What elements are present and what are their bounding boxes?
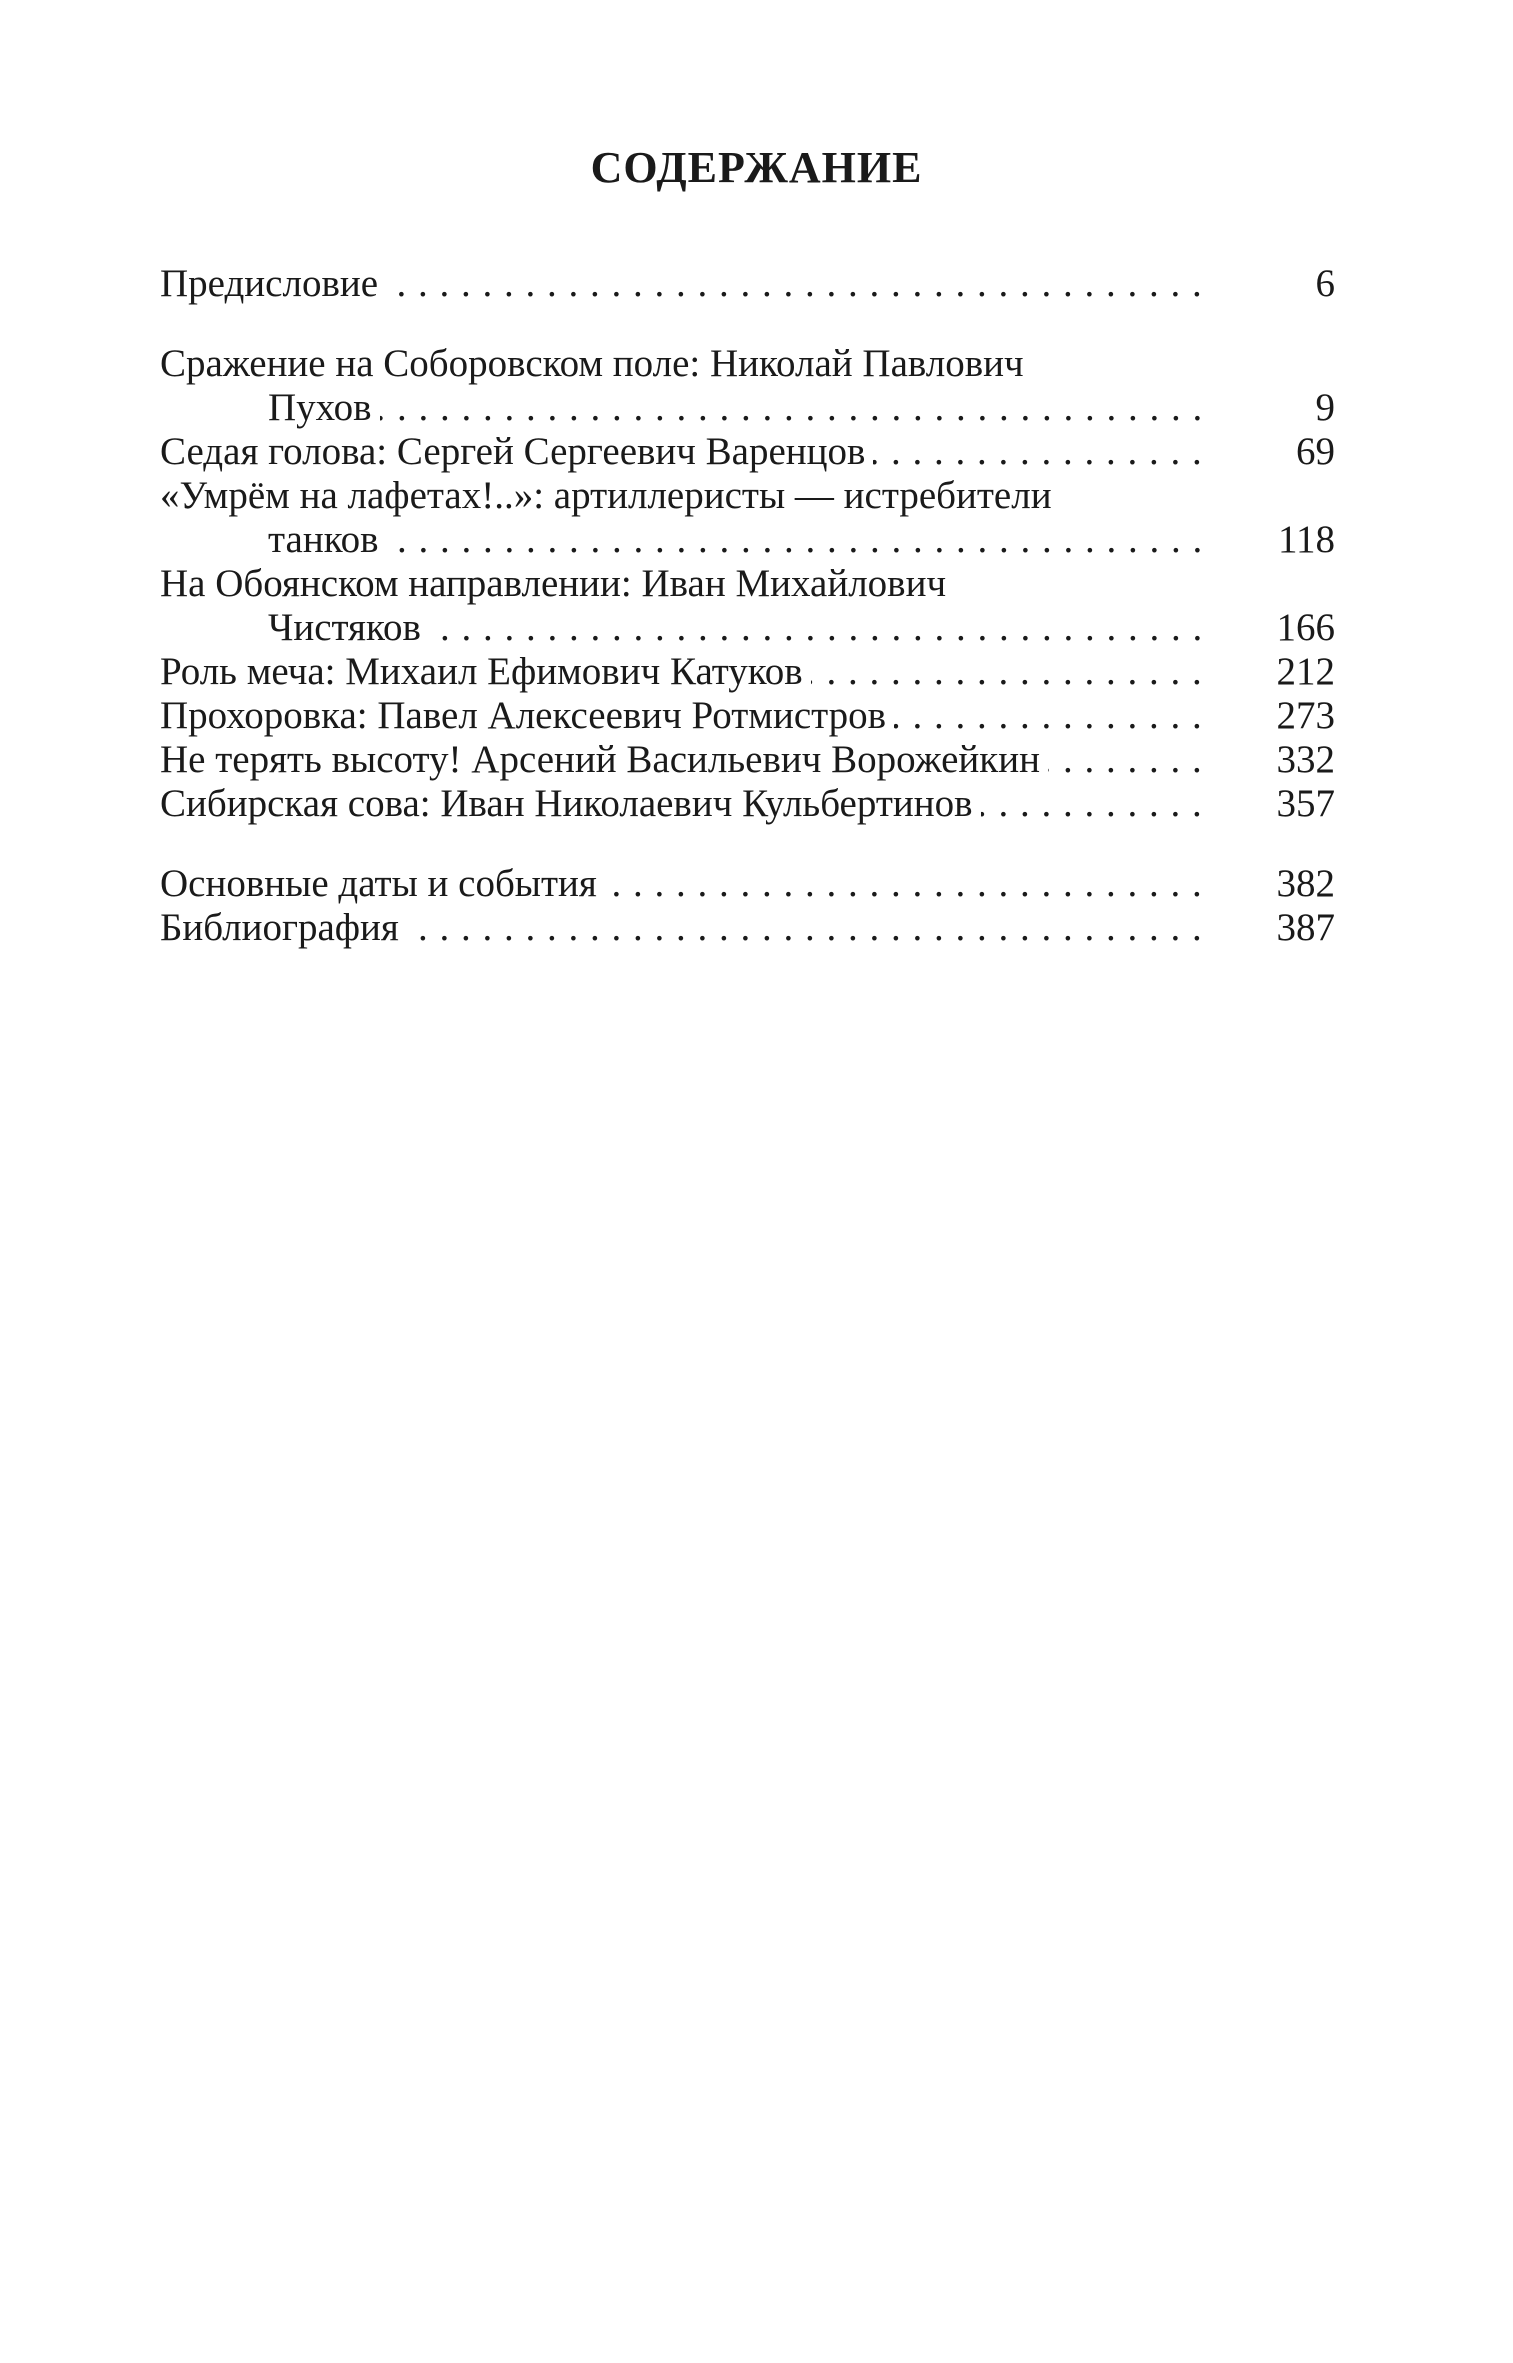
toc-entry-page-number: 212 [1276,650,1335,693]
toc-entry-title: Прохоровка: Павел Алексеевич Ротмистров [160,694,894,737]
toc-entry-title: На Обоянском направлении: Иван Михайлович [160,562,947,605]
toc-entry-title: Сражение на Соборовском поле: Николай Павлович [160,342,1024,385]
toc-entry-title: Библиография [160,906,407,949]
toc-entry[interactable] [160,782,1335,826]
toc-entry-page-number: 387 [1276,906,1335,949]
toc-entry-page-number: 166 [1276,606,1335,649]
page-title: СОДЕРЖАНИЕ [590,143,923,192]
toc-entry-title: Сибирская сова: Иван Николаевич Кульбертинов [160,782,981,825]
toc-entry[interactable] [160,342,1335,430]
toc-entry-page-number: 332 [1276,738,1335,781]
toc-entry-title-continuation: танков [268,518,387,561]
toc-entry-page-number: 118 [1277,518,1335,561]
toc-entry-title: Основные даты и события [160,862,605,905]
toc-entry-page-number: 273 [1276,694,1335,737]
toc-entry-title: Не терять высоту! Арсений Васильевич Ворожейкин [160,738,1048,781]
toc-entry[interactable] [160,562,1335,650]
toc-entry-title: Роль меча: Михаил Ефимович Катуков [160,650,811,693]
toc-entry[interactable] [160,906,1335,950]
toc-entry[interactable] [160,694,1335,738]
toc-entry-title-continuation: Пухов [268,386,380,429]
toc-entry-page-number: 6 [1315,262,1335,305]
toc-entry-page-number: 382 [1276,862,1335,905]
toc-entry[interactable] [160,430,1335,474]
toc-entry[interactable] [160,650,1335,694]
toc-entry-title: Предисловие [160,262,386,305]
toc-entry-page-number: 69 [1296,430,1335,473]
toc-entry-page-number: 357 [1276,782,1335,825]
toc-entry-title: Седая голова: Сергей Сергеевич Варенцов [160,430,873,473]
toc-entry[interactable] [160,862,1335,906]
toc-entry[interactable] [160,262,1335,306]
toc-entry-title-continuation: Чистяков [268,606,429,649]
toc-entry[interactable] [160,738,1335,782]
toc-entry-page-number: 9 [1315,386,1335,429]
toc-entry-title: «Умрём на лафетах!..»: артиллеристы — истребители [160,474,1052,517]
toc-entry[interactable] [160,474,1335,562]
